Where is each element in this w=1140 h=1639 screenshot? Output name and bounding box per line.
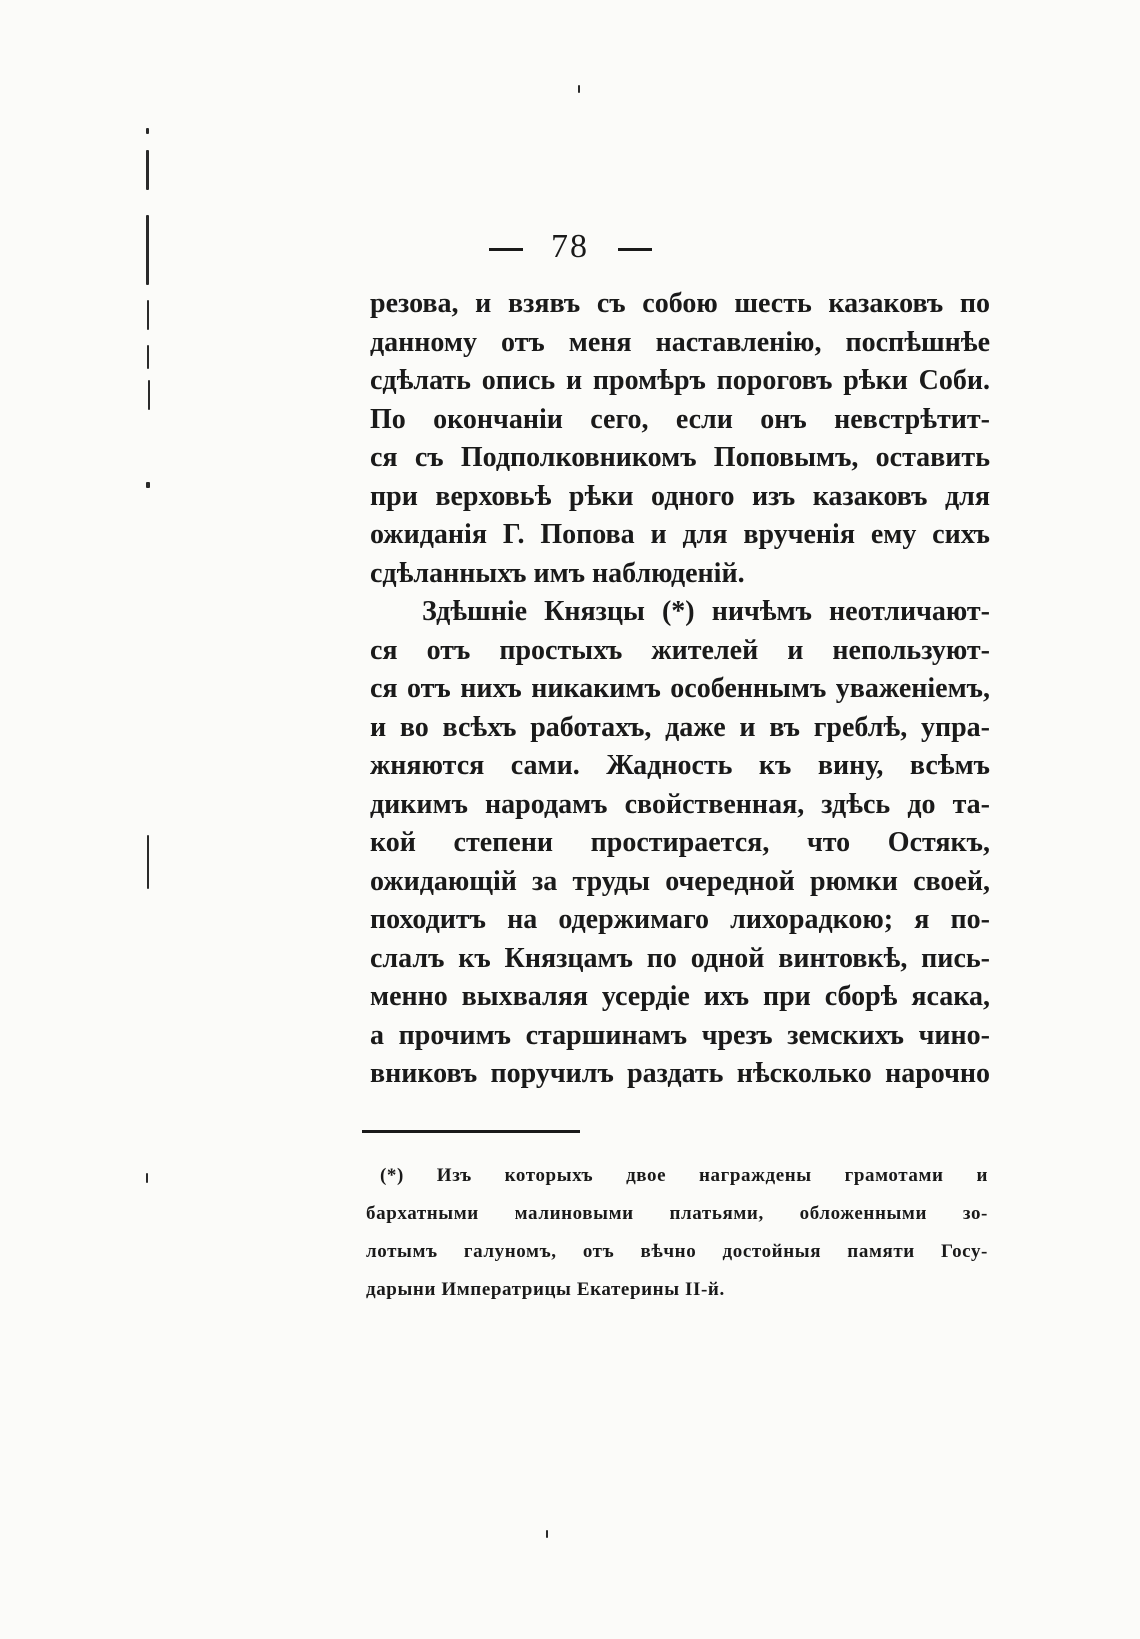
page-header [0, 228, 1140, 266]
footnote-line: дарыни Императрицы Екатерины II-й. [366, 1279, 725, 1300]
text-line: вниковъ поручилъ раздать нѣсколько нарочно [370, 1058, 990, 1089]
footnote-line: (*) Изъ которыхъ двое награждены грамотами и [380, 1165, 988, 1186]
footnote-line: лотымъ галуномъ, отъ вѣчно достойныя памяти Госу- [366, 1241, 988, 1262]
margin-mark [146, 128, 149, 134]
footnote [366, 1157, 988, 1309]
margin-mark [146, 150, 149, 190]
margin-mark [146, 482, 150, 488]
text-line: и во всѣхъ работахъ, даже и въ греблѣ, упра- [370, 711, 990, 743]
footnote-divider [362, 1130, 580, 1133]
text-line: Здѣшніе Князцы (*) ничѣмъ неотличают- [422, 596, 990, 627]
margin-mark [146, 1173, 148, 1183]
text-line: сдѣланныхъ имъ наблюденій. [370, 557, 745, 589]
page-number: 78 [551, 228, 589, 265]
text-line: По окончаніи сего, если онъ невстрѣтит- [370, 403, 990, 435]
text-line: резова, и взявъ съ собою шесть казаковъ по [370, 288, 990, 319]
margin-mark [147, 300, 149, 330]
text-line: а прочимъ старшинамъ чрезъ земскихъ чино- [370, 1019, 990, 1051]
text-line: при верховьѣ рѣки одного изъ казаковъ для [370, 480, 990, 512]
margin-mark [546, 1530, 548, 1538]
text-line: менно выхваляя усердіе ихъ при сборѣ ясака, [370, 981, 990, 1012]
margin-mark [148, 380, 150, 410]
text-line: походитъ на одержимаго лихорадкою; я по- [370, 904, 990, 935]
text-line: ожидающій за труды очередной рюмки своей, [370, 865, 990, 897]
text-line: жняются сами. Жадность къ вину, всѣмъ [370, 750, 990, 781]
text-line: слалъ къ Князцамъ по одной винтовкѣ, пись- [370, 942, 990, 974]
text-line: данному отъ меня наставленію, поспѣшнѣе [370, 326, 990, 358]
footnote-line: бархатными малиновыми платьями, обложенными зо- [366, 1203, 988, 1224]
text-line: ся съ Подполковникомъ Поповымъ, оставить [370, 442, 990, 473]
text-line: кой степени простирается, что Остякъ, [370, 827, 990, 858]
text-line: дикимъ народамъ свойственная, здѣсь до та- [370, 788, 990, 820]
margin-mark [578, 85, 580, 93]
text-line: ся отъ простыхъ жителей и непользуют- [370, 634, 990, 666]
margin-mark [147, 835, 149, 889]
text-line: сдѣлать опись и промѣръ пороговъ рѣки Соби. [370, 365, 990, 396]
header-dash-left [489, 248, 523, 251]
header-dash-right [618, 248, 652, 251]
margin-mark [147, 345, 149, 369]
text-line: ожиданія Г. Попова и для врученія ему сихъ [370, 519, 990, 550]
body-text [370, 285, 990, 1094]
text-line: ся отъ нихъ никакимъ особеннымъ уваженіемъ, [370, 673, 990, 704]
